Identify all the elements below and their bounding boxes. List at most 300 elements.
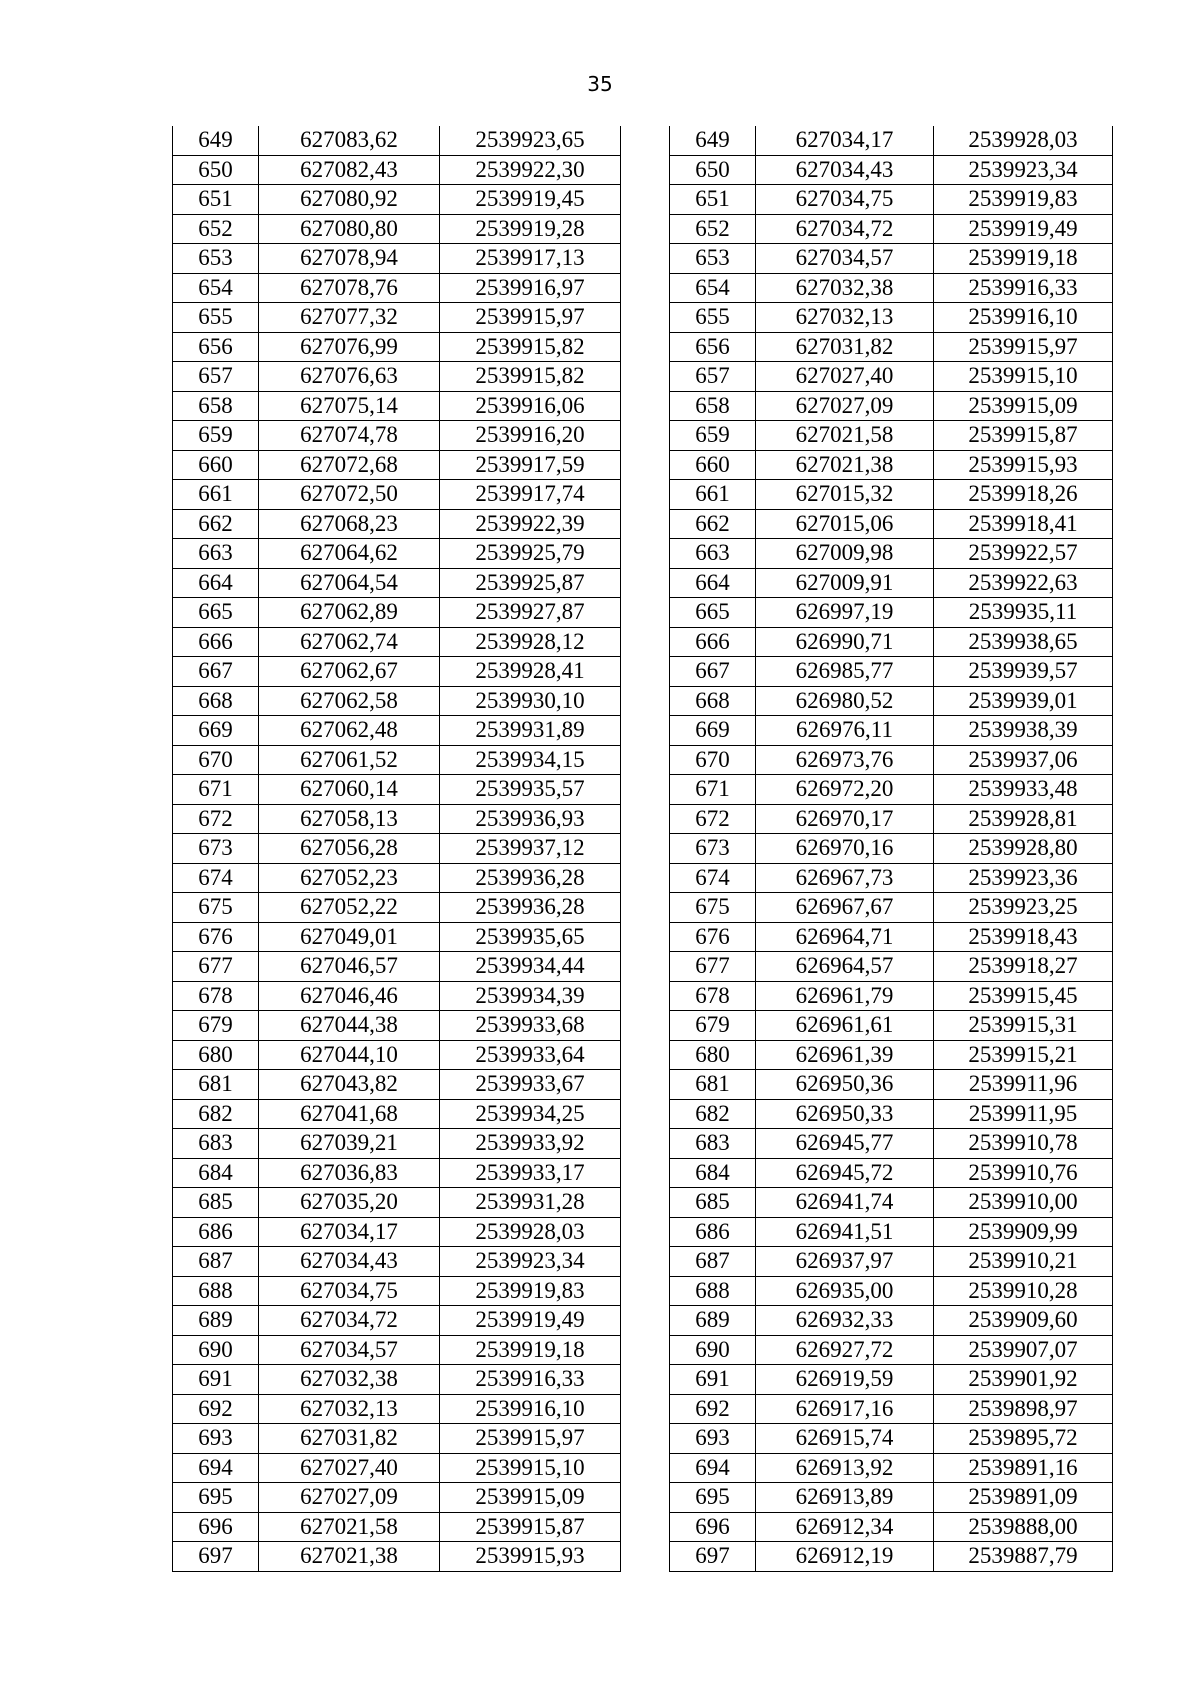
column-gap — [621, 1394, 670, 1424]
table-row — [173, 244, 1113, 274]
left-point-number: 652 — [173, 214, 259, 244]
left-y-coordinate: 2539937,12 — [440, 834, 621, 864]
right-x-coordinate: 626976,11 — [756, 716, 934, 746]
right-y-coordinate: 2539918,27 — [934, 952, 1113, 982]
column-gap — [621, 1158, 670, 1188]
left-x-coordinate: 627062,89 — [259, 598, 440, 628]
left-point-number: 676 — [173, 922, 259, 952]
right-x-coordinate: 626967,73 — [756, 863, 934, 893]
table-row — [173, 155, 1113, 185]
right-y-coordinate: 2539915,97 — [934, 332, 1113, 362]
left-x-coordinate: 627052,23 — [259, 863, 440, 893]
left-y-coordinate: 2539917,74 — [440, 480, 621, 510]
right-y-coordinate: 2539939,01 — [934, 686, 1113, 716]
left-y-coordinate: 2539919,45 — [440, 185, 621, 215]
left-y-coordinate: 2539931,89 — [440, 716, 621, 746]
right-y-coordinate: 2539907,07 — [934, 1335, 1113, 1365]
column-gap — [621, 1335, 670, 1365]
right-x-coordinate: 626970,16 — [756, 834, 934, 864]
left-x-coordinate: 627021,58 — [259, 1512, 440, 1542]
right-point-number: 673 — [670, 834, 756, 864]
left-point-number: 675 — [173, 893, 259, 923]
right-x-coordinate: 626941,51 — [756, 1217, 934, 1247]
right-x-coordinate: 626945,77 — [756, 1129, 934, 1159]
table-row — [173, 1542, 1113, 1572]
table-row — [173, 598, 1113, 628]
column-gap — [621, 627, 670, 657]
right-point-number: 687 — [670, 1247, 756, 1277]
column-gap — [621, 126, 670, 155]
column-gap — [621, 893, 670, 923]
left-x-coordinate: 627062,58 — [259, 686, 440, 716]
table-row — [173, 745, 1113, 775]
table-row — [173, 804, 1113, 834]
column-gap — [621, 185, 670, 215]
left-y-coordinate: 2539923,65 — [440, 126, 621, 155]
coordinates-table-body — [173, 126, 1113, 1571]
left-y-coordinate: 2539928,03 — [440, 1217, 621, 1247]
right-x-coordinate: 626970,17 — [756, 804, 934, 834]
right-x-coordinate: 626980,52 — [756, 686, 934, 716]
left-x-coordinate: 627076,63 — [259, 362, 440, 392]
right-x-coordinate: 626913,92 — [756, 1453, 934, 1483]
column-gap — [621, 657, 670, 687]
left-x-coordinate: 627060,14 — [259, 775, 440, 805]
left-y-coordinate: 2539933,17 — [440, 1158, 621, 1188]
left-point-number: 686 — [173, 1217, 259, 1247]
table-row — [173, 1011, 1113, 1041]
left-x-coordinate: 627032,13 — [259, 1394, 440, 1424]
column-gap — [621, 1424, 670, 1454]
table-row — [173, 1483, 1113, 1513]
table-row — [173, 1070, 1113, 1100]
right-point-number: 651 — [670, 185, 756, 215]
table-row — [173, 1365, 1113, 1395]
right-x-coordinate: 627031,82 — [756, 332, 934, 362]
right-y-coordinate: 2539915,21 — [934, 1040, 1113, 1070]
right-y-coordinate: 2539895,72 — [934, 1424, 1113, 1454]
left-point-number: 681 — [173, 1070, 259, 1100]
left-x-coordinate: 627072,50 — [259, 480, 440, 510]
right-x-coordinate: 626913,89 — [756, 1483, 934, 1513]
right-y-coordinate: 2539910,28 — [934, 1276, 1113, 1306]
left-x-coordinate: 627076,99 — [259, 332, 440, 362]
left-point-number: 657 — [173, 362, 259, 392]
right-x-coordinate: 626937,97 — [756, 1247, 934, 1277]
right-point-number: 695 — [670, 1483, 756, 1513]
left-point-number: 695 — [173, 1483, 259, 1513]
column-gap — [621, 1070, 670, 1100]
right-x-coordinate: 627032,38 — [756, 273, 934, 303]
table-row — [173, 1424, 1113, 1454]
left-y-coordinate: 2539935,57 — [440, 775, 621, 805]
right-x-coordinate: 626932,33 — [756, 1306, 934, 1336]
right-point-number: 677 — [670, 952, 756, 982]
right-point-number: 681 — [670, 1070, 756, 1100]
table-row — [173, 185, 1113, 215]
left-x-coordinate: 627064,54 — [259, 568, 440, 598]
right-x-coordinate: 626941,74 — [756, 1188, 934, 1218]
column-gap — [621, 1188, 670, 1218]
right-x-coordinate: 627021,38 — [756, 450, 934, 480]
left-y-coordinate: 2539915,82 — [440, 332, 621, 362]
right-y-coordinate: 2539915,10 — [934, 362, 1113, 392]
right-y-coordinate: 2539918,41 — [934, 509, 1113, 539]
table-row — [173, 568, 1113, 598]
right-x-coordinate: 626917,16 — [756, 1394, 934, 1424]
right-y-coordinate: 2539911,95 — [934, 1099, 1113, 1129]
column-gap — [621, 332, 670, 362]
left-y-coordinate: 2539925,87 — [440, 568, 621, 598]
column-gap — [621, 745, 670, 775]
right-y-coordinate: 2539918,26 — [934, 480, 1113, 510]
right-x-coordinate: 627009,98 — [756, 539, 934, 569]
right-y-coordinate: 2539910,78 — [934, 1129, 1113, 1159]
left-x-coordinate: 627035,20 — [259, 1188, 440, 1218]
left-x-coordinate: 627044,10 — [259, 1040, 440, 1070]
left-x-coordinate: 627062,67 — [259, 657, 440, 687]
left-point-number: 651 — [173, 185, 259, 215]
right-x-coordinate: 626950,36 — [756, 1070, 934, 1100]
left-point-number: 694 — [173, 1453, 259, 1483]
table-row — [173, 450, 1113, 480]
right-y-coordinate: 2539923,34 — [934, 155, 1113, 185]
left-point-number: 671 — [173, 775, 259, 805]
table-row — [173, 1188, 1113, 1218]
right-point-number: 649 — [670, 126, 756, 155]
left-point-number: 691 — [173, 1365, 259, 1395]
left-point-number: 674 — [173, 863, 259, 893]
left-point-number: 666 — [173, 627, 259, 657]
left-point-number: 649 — [173, 126, 259, 155]
left-y-coordinate: 2539915,10 — [440, 1453, 621, 1483]
right-y-coordinate: 2539923,36 — [934, 863, 1113, 893]
left-x-coordinate: 627058,13 — [259, 804, 440, 834]
right-point-number: 668 — [670, 686, 756, 716]
left-point-number: 650 — [173, 155, 259, 185]
right-y-coordinate: 2539909,99 — [934, 1217, 1113, 1247]
right-y-coordinate: 2539937,06 — [934, 745, 1113, 775]
column-gap — [621, 244, 670, 274]
left-point-number: 660 — [173, 450, 259, 480]
right-x-coordinate: 626964,71 — [756, 922, 934, 952]
left-x-coordinate: 627061,52 — [259, 745, 440, 775]
left-y-coordinate: 2539915,87 — [440, 1512, 621, 1542]
right-x-coordinate: 626961,39 — [756, 1040, 934, 1070]
right-point-number: 665 — [670, 598, 756, 628]
right-x-coordinate: 627034,57 — [756, 244, 934, 274]
left-y-coordinate: 2539931,28 — [440, 1188, 621, 1218]
left-x-coordinate: 627039,21 — [259, 1129, 440, 1159]
column-gap — [621, 1099, 670, 1129]
left-x-coordinate: 627044,38 — [259, 1011, 440, 1041]
table-row — [173, 539, 1113, 569]
table-row — [173, 657, 1113, 687]
column-gap — [621, 450, 670, 480]
right-y-coordinate: 2539923,25 — [934, 893, 1113, 923]
left-point-number: 658 — [173, 391, 259, 421]
right-x-coordinate: 627034,17 — [756, 126, 934, 155]
column-gap — [621, 863, 670, 893]
left-point-number: 653 — [173, 244, 259, 274]
left-y-coordinate: 2539933,67 — [440, 1070, 621, 1100]
column-gap — [621, 716, 670, 746]
table-row — [173, 391, 1113, 421]
right-y-coordinate: 2539928,80 — [934, 834, 1113, 864]
left-point-number: 664 — [173, 568, 259, 598]
table-row — [173, 1335, 1113, 1365]
column-gap — [621, 421, 670, 451]
right-x-coordinate: 626972,20 — [756, 775, 934, 805]
left-y-coordinate: 2539917,59 — [440, 450, 621, 480]
left-point-number: 669 — [173, 716, 259, 746]
left-x-coordinate: 627078,76 — [259, 273, 440, 303]
left-y-coordinate: 2539916,06 — [440, 391, 621, 421]
column-gap — [621, 1247, 670, 1277]
right-point-number: 697 — [670, 1542, 756, 1572]
left-y-coordinate: 2539933,64 — [440, 1040, 621, 1070]
right-point-number: 688 — [670, 1276, 756, 1306]
right-x-coordinate: 626950,33 — [756, 1099, 934, 1129]
right-y-coordinate: 2539918,43 — [934, 922, 1113, 952]
left-x-coordinate: 627078,94 — [259, 244, 440, 274]
left-x-coordinate: 627062,48 — [259, 716, 440, 746]
right-x-coordinate: 626967,67 — [756, 893, 934, 923]
left-x-coordinate: 627043,82 — [259, 1070, 440, 1100]
left-point-number: 688 — [173, 1276, 259, 1306]
right-x-coordinate: 626961,79 — [756, 981, 934, 1011]
right-x-coordinate: 626927,72 — [756, 1335, 934, 1365]
right-y-coordinate: 2539915,87 — [934, 421, 1113, 451]
right-x-coordinate: 626973,76 — [756, 745, 934, 775]
left-point-number: 654 — [173, 273, 259, 303]
right-y-coordinate: 2539939,57 — [934, 657, 1113, 687]
left-y-coordinate: 2539934,39 — [440, 981, 621, 1011]
right-y-coordinate: 2539888,00 — [934, 1512, 1113, 1542]
right-y-coordinate: 2539915,31 — [934, 1011, 1113, 1041]
right-x-coordinate: 626915,74 — [756, 1424, 934, 1454]
left-point-number: 670 — [173, 745, 259, 775]
column-gap — [621, 539, 670, 569]
right-x-coordinate: 627034,43 — [756, 155, 934, 185]
right-y-coordinate: 2539911,96 — [934, 1070, 1113, 1100]
left-x-coordinate: 627036,83 — [259, 1158, 440, 1188]
right-y-coordinate: 2539891,16 — [934, 1453, 1113, 1483]
right-y-coordinate: 2539898,97 — [934, 1394, 1113, 1424]
left-point-number: 659 — [173, 421, 259, 451]
left-x-coordinate: 627046,46 — [259, 981, 440, 1011]
left-x-coordinate: 627049,01 — [259, 922, 440, 952]
right-point-number: 666 — [670, 627, 756, 657]
left-y-coordinate: 2539934,44 — [440, 952, 621, 982]
right-x-coordinate: 626964,57 — [756, 952, 934, 982]
right-x-coordinate: 626912,34 — [756, 1512, 934, 1542]
left-y-coordinate: 2539927,87 — [440, 598, 621, 628]
right-point-number: 654 — [670, 273, 756, 303]
left-y-coordinate: 2539916,20 — [440, 421, 621, 451]
right-point-number: 658 — [670, 391, 756, 421]
column-gap — [621, 1040, 670, 1070]
left-x-coordinate: 627032,38 — [259, 1365, 440, 1395]
left-y-coordinate: 2539923,34 — [440, 1247, 621, 1277]
left-x-coordinate: 627074,78 — [259, 421, 440, 451]
column-gap — [621, 598, 670, 628]
left-y-coordinate: 2539916,97 — [440, 273, 621, 303]
table-row — [173, 1512, 1113, 1542]
left-point-number: 685 — [173, 1188, 259, 1218]
right-point-number: 685 — [670, 1188, 756, 1218]
left-x-coordinate: 627083,62 — [259, 126, 440, 155]
left-x-coordinate: 627046,57 — [259, 952, 440, 982]
right-point-number: 691 — [670, 1365, 756, 1395]
right-y-coordinate: 2539909,60 — [934, 1306, 1113, 1336]
column-gap — [621, 804, 670, 834]
right-point-number: 650 — [670, 155, 756, 185]
left-point-number: 697 — [173, 1542, 259, 1572]
right-y-coordinate: 2539910,21 — [934, 1247, 1113, 1277]
left-y-coordinate: 2539916,10 — [440, 1394, 621, 1424]
column-gap — [621, 568, 670, 598]
page-number: 35 — [587, 72, 613, 96]
table-row — [173, 775, 1113, 805]
column-gap — [621, 1365, 670, 1395]
left-y-coordinate: 2539934,25 — [440, 1099, 621, 1129]
table-row — [173, 332, 1113, 362]
column-gap — [621, 1129, 670, 1159]
table-row — [173, 627, 1113, 657]
right-point-number: 679 — [670, 1011, 756, 1041]
left-point-number: 665 — [173, 598, 259, 628]
right-point-number: 694 — [670, 1453, 756, 1483]
right-x-coordinate: 627015,06 — [756, 509, 934, 539]
left-x-coordinate: 627080,92 — [259, 185, 440, 215]
right-x-coordinate: 626985,77 — [756, 657, 934, 687]
left-point-number: 655 — [173, 303, 259, 333]
right-y-coordinate: 2539922,63 — [934, 568, 1113, 598]
column-gap — [621, 303, 670, 333]
column-gap — [621, 1011, 670, 1041]
left-y-coordinate: 2539922,39 — [440, 509, 621, 539]
column-gap — [621, 273, 670, 303]
right-point-number: 675 — [670, 893, 756, 923]
table-row — [173, 126, 1113, 155]
column-gap — [621, 775, 670, 805]
column-gap — [621, 391, 670, 421]
left-x-coordinate: 627021,38 — [259, 1542, 440, 1572]
left-y-coordinate: 2539936,93 — [440, 804, 621, 834]
right-point-number: 667 — [670, 657, 756, 687]
left-point-number: 672 — [173, 804, 259, 834]
table-row — [173, 214, 1113, 244]
right-y-coordinate: 2539928,81 — [934, 804, 1113, 834]
coordinates-table — [172, 126, 1113, 1572]
left-point-number: 667 — [173, 657, 259, 687]
right-point-number: 684 — [670, 1158, 756, 1188]
right-point-number: 660 — [670, 450, 756, 480]
left-y-coordinate: 2539933,92 — [440, 1129, 621, 1159]
column-gap — [621, 155, 670, 185]
left-point-number: 656 — [173, 332, 259, 362]
left-point-number: 690 — [173, 1335, 259, 1365]
left-y-coordinate: 2539915,97 — [440, 1424, 621, 1454]
right-point-number: 655 — [670, 303, 756, 333]
left-point-number: 662 — [173, 509, 259, 539]
table-row — [173, 922, 1113, 952]
left-y-coordinate: 2539919,83 — [440, 1276, 621, 1306]
right-y-coordinate: 2539891,09 — [934, 1483, 1113, 1513]
table-row — [173, 893, 1113, 923]
right-point-number: 690 — [670, 1335, 756, 1365]
right-y-coordinate: 2539938,65 — [934, 627, 1113, 657]
left-y-coordinate: 2539919,49 — [440, 1306, 621, 1336]
left-y-coordinate: 2539934,15 — [440, 745, 621, 775]
right-x-coordinate: 627027,09 — [756, 391, 934, 421]
right-x-coordinate: 626997,19 — [756, 598, 934, 628]
left-point-number: 668 — [173, 686, 259, 716]
column-gap — [621, 1483, 670, 1513]
right-point-number: 689 — [670, 1306, 756, 1336]
right-y-coordinate: 2539915,45 — [934, 981, 1113, 1011]
left-y-coordinate: 2539919,28 — [440, 214, 621, 244]
table-row — [173, 686, 1113, 716]
right-x-coordinate: 626990,71 — [756, 627, 934, 657]
left-x-coordinate: 627027,09 — [259, 1483, 440, 1513]
right-x-coordinate: 627009,91 — [756, 568, 934, 598]
table-row — [173, 303, 1113, 333]
right-point-number: 669 — [670, 716, 756, 746]
left-point-number: 661 — [173, 480, 259, 510]
column-gap — [621, 1217, 670, 1247]
right-y-coordinate: 2539938,39 — [934, 716, 1113, 746]
table-row — [173, 1129, 1113, 1159]
left-point-number: 683 — [173, 1129, 259, 1159]
right-point-number: 683 — [670, 1129, 756, 1159]
left-x-coordinate: 627034,75 — [259, 1276, 440, 1306]
left-y-coordinate: 2539915,97 — [440, 303, 621, 333]
right-y-coordinate: 2539901,92 — [934, 1365, 1113, 1395]
right-x-coordinate: 626961,61 — [756, 1011, 934, 1041]
left-x-coordinate: 627062,74 — [259, 627, 440, 657]
right-point-number: 652 — [670, 214, 756, 244]
right-x-coordinate: 627021,58 — [756, 421, 934, 451]
left-x-coordinate: 627056,28 — [259, 834, 440, 864]
right-point-number: 686 — [670, 1217, 756, 1247]
left-x-coordinate: 627052,22 — [259, 893, 440, 923]
right-x-coordinate: 626919,59 — [756, 1365, 934, 1395]
right-point-number: 676 — [670, 922, 756, 952]
column-gap — [621, 952, 670, 982]
left-point-number: 696 — [173, 1512, 259, 1542]
left-point-number: 677 — [173, 952, 259, 982]
left-point-number: 679 — [173, 1011, 259, 1041]
right-x-coordinate: 627034,75 — [756, 185, 934, 215]
left-y-coordinate: 2539919,18 — [440, 1335, 621, 1365]
column-gap — [621, 1306, 670, 1336]
table-row — [173, 362, 1113, 392]
left-x-coordinate: 627077,32 — [259, 303, 440, 333]
right-y-coordinate: 2539915,09 — [934, 391, 1113, 421]
right-y-coordinate: 2539928,03 — [934, 126, 1113, 155]
left-point-number: 692 — [173, 1394, 259, 1424]
right-y-coordinate: 2539916,33 — [934, 273, 1113, 303]
right-x-coordinate: 626945,72 — [756, 1158, 934, 1188]
right-point-number: 663 — [670, 539, 756, 569]
right-point-number: 693 — [670, 1424, 756, 1454]
right-point-number: 653 — [670, 244, 756, 274]
column-gap — [621, 1453, 670, 1483]
right-point-number: 664 — [670, 568, 756, 598]
right-y-coordinate: 2539935,11 — [934, 598, 1113, 628]
